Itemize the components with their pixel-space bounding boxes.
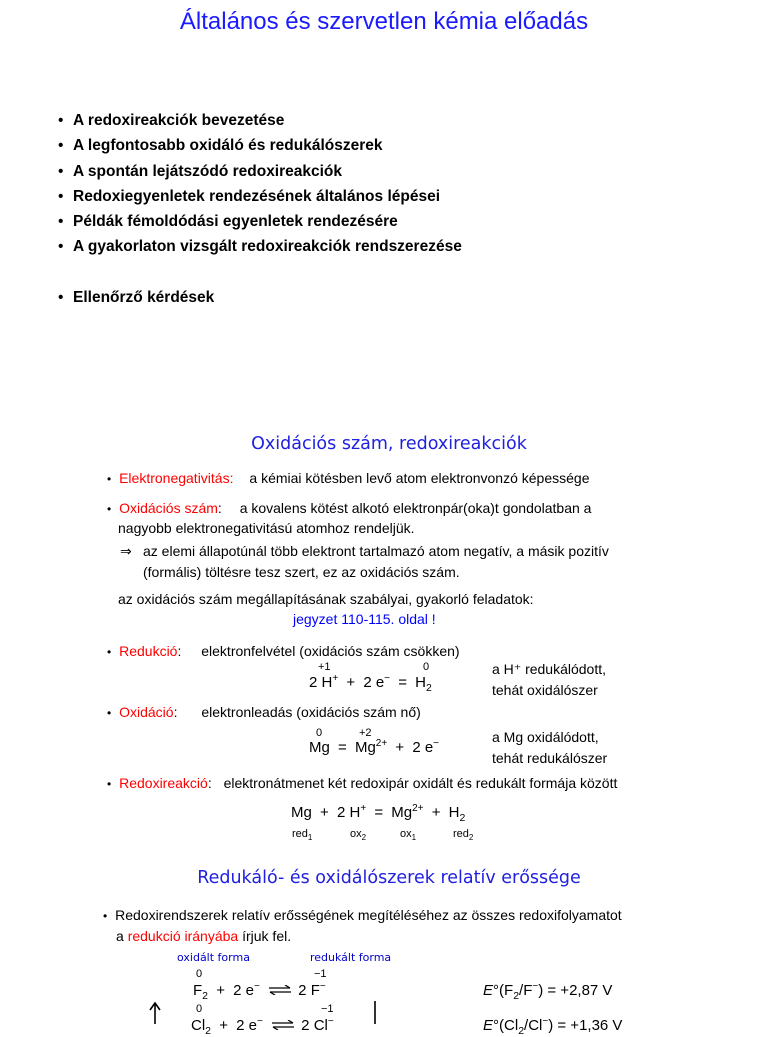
oxidation-term: Oxidáció [119, 704, 174, 720]
slide2-title: Oxidációs szám, redoxireakciók [251, 434, 527, 454]
value: ) = +2,87 V [538, 982, 613, 999]
redox-pair-label [350, 828, 366, 842]
equals: = [398, 674, 407, 691]
subscript: 2 [513, 990, 520, 1002]
topic-item: • A gyakorlaton vizsgált redoxireakciók rendszerezése [58, 234, 462, 259]
degree: ° [493, 1017, 500, 1034]
text-b: írjuk fel. [242, 928, 292, 944]
oxidation-state-f2: 0 [196, 968, 203, 980]
slide3-title: Redukáló- és oxidálószerek relatív erőssége [197, 868, 581, 888]
oxidation-number-row [107, 500, 591, 516]
topic-item: • Példák fémoldódási egyenletek rendezésére [58, 209, 462, 234]
vertical-line [373, 1001, 377, 1029]
oxidation-number-definition-1: a kovalens kötést alkotó elektronpár(oka)t gondolatban a [239, 500, 592, 516]
reduction-equation [309, 673, 432, 694]
bullet: • [107, 645, 112, 659]
oxidation-state-h: +1 [318, 661, 331, 673]
plus: + [346, 674, 356, 691]
colon: : [173, 704, 178, 720]
label-sub: 1 [307, 833, 313, 842]
reference-text: jegyzet 110-115. oldal ! [293, 611, 436, 627]
species-f: F [310, 982, 320, 999]
topic-item: • Ellenőrző kérdések [58, 285, 462, 310]
oxidation-state-cl2: 0 [196, 1003, 203, 1015]
plus: + [320, 804, 329, 821]
colon: : [207, 775, 212, 791]
reduction-row [107, 643, 460, 659]
potential-symbol: E [483, 982, 494, 999]
topic-item: • Redoxiegyenletek rendezésének általános lépései [58, 184, 462, 209]
charge: − [433, 738, 440, 749]
label-base: red [292, 828, 308, 840]
charge: 2+ [412, 803, 424, 814]
coefficient: 2 [301, 1017, 310, 1034]
topic-item: • A spontán lejátszódó redoxireakciók [58, 159, 462, 184]
charge: − [256, 1016, 263, 1027]
label-sub: 2 [361, 833, 367, 842]
oxidation-number-definition-2: nagyobb elektronegativitású atomhoz rendeljük. [118, 520, 415, 536]
plus: + [219, 1017, 228, 1034]
species-mg: Mg [309, 739, 330, 756]
value: ) = +1,36 V [548, 1017, 623, 1034]
degree: ° [493, 982, 500, 999]
charge: − [542, 1016, 549, 1027]
oxidation-row [107, 704, 421, 720]
electronegativity-definition: a kémiai kötésben levő atom elektronvonzó képessége [249, 470, 590, 486]
part: (Cl [499, 1017, 519, 1034]
oxidation-state-mg2: +2 [359, 727, 372, 739]
redox-equation [291, 803, 465, 824]
charge: − [327, 1016, 334, 1027]
redox-pair-label [400, 828, 416, 842]
bullet: • [103, 909, 108, 923]
equals: = [374, 804, 384, 821]
electrons: 2 e [233, 982, 254, 999]
chlorine-potential [483, 1016, 622, 1037]
redox-pair-label [292, 828, 312, 842]
colon: : [217, 500, 222, 516]
part: /Cl [524, 1017, 543, 1034]
oxidation-note-2: tehát redukálószer [492, 750, 608, 766]
reduction-note-1: a H⁺ redukálódott, [492, 661, 607, 677]
slide3-text-row [103, 907, 622, 923]
species-mg-ion: Mg [354, 739, 376, 756]
species-cl: Cl [313, 1017, 328, 1034]
electrons: 2 e [412, 739, 434, 756]
subscript: 2 [425, 682, 432, 694]
charge: + [332, 673, 339, 684]
subscript: 2 [459, 812, 466, 824]
oxidation-note-1: a Mg oxidálódott, [492, 729, 599, 745]
bullet: • [107, 706, 112, 720]
label-base: red [453, 828, 469, 840]
topic-item: • A redoxireakciók bevezetése [58, 108, 462, 133]
coefficient: 2 [336, 804, 346, 821]
charge: − [253, 981, 260, 992]
charge: − [532, 981, 539, 992]
fluorine-potential [483, 981, 612, 1002]
label-oxidized-form: oxidált forma [177, 951, 250, 964]
species-h2: H [448, 804, 460, 821]
oxidation-number-term: Oxidációs szám [119, 500, 218, 516]
colon: : [177, 643, 182, 659]
charge: + [360, 803, 367, 814]
potential-symbol: E [483, 1017, 494, 1034]
topic-list [58, 108, 462, 311]
charge: − [319, 981, 326, 992]
equals: = [338, 739, 347, 756]
redox-pair-label [453, 828, 473, 842]
label-sub: 2 [468, 833, 474, 842]
electronegativity-row [107, 470, 589, 486]
charge: − [384, 673, 391, 684]
coefficient: 2 [298, 982, 307, 999]
reduction-term: Redukció [119, 643, 178, 659]
implies-text-2: (formális) töltésre tesz szert, ez az oxidációs szám. [143, 564, 460, 580]
equilibrium-arrow-icon [268, 982, 294, 999]
slide3-text-2 [116, 928, 291, 944]
species-h: H [321, 674, 333, 691]
electrons: 2 e [236, 1017, 257, 1034]
electrons: 2 e [363, 674, 385, 691]
subscript: 2 [205, 1025, 212, 1037]
species-f2: F [193, 982, 203, 999]
redox-row [107, 775, 617, 791]
slide3-text-1: Redoxirendszerek relatív erősségének megítéléséhez az összes redoxifolyamatot [115, 907, 622, 923]
oxidation-equation [309, 738, 439, 756]
plus: + [216, 982, 225, 999]
label-reduced-form: redukált forma [310, 951, 392, 964]
plus: + [395, 739, 405, 756]
fluorine-equation [193, 981, 326, 1002]
label-sub: 1 [411, 833, 417, 842]
oxidation-state-h2: 0 [423, 661, 430, 673]
species-h2: H [415, 674, 426, 691]
reduction-note-2: tehát oxidálószer [492, 682, 598, 698]
species-mg-ion: Mg [391, 804, 413, 821]
oxidation-state-cl: −1 [321, 1003, 334, 1015]
page-title: Általános és szervetlen kémia előadás [179, 8, 589, 35]
part: /F [519, 982, 533, 999]
charge: 2+ [375, 738, 388, 749]
electronegativity-term: Elektronegativitás: [119, 470, 234, 486]
species-cl2: Cl [191, 1017, 206, 1034]
part: (F [499, 982, 514, 999]
bullet: • [107, 472, 112, 486]
species-mg: Mg [291, 804, 312, 821]
plus: + [431, 804, 441, 821]
redox-term: Redoxireakció [119, 775, 208, 791]
bullet: • [107, 777, 112, 791]
redox-definition: elektronátmenet két redoxipár oxidált és redukált formája között [223, 775, 618, 791]
rules-text: az oxidációs szám megállapításának szabályai, gyakorló feladatok: [118, 591, 534, 607]
equilibrium-arrow-icon [271, 1017, 297, 1034]
subscript: 2 [518, 1025, 525, 1037]
coefficient: 2 [309, 674, 318, 691]
subscript: 2 [202, 990, 209, 1002]
label-base: ox [400, 828, 412, 840]
oxidation-state-mg: 0 [316, 727, 323, 739]
label-base: ox [350, 828, 362, 840]
species-h: H [349, 804, 361, 821]
oxidation-definition: elektronleadás (oxidációs szám nő) [201, 704, 421, 720]
oxidation-state-f: −1 [314, 968, 327, 980]
topic-item: • A legfontosabb oxidáló és redukálószerek [58, 133, 462, 158]
implies-symbol: ⇒ [120, 543, 132, 559]
reduction-definition: elektronfelvétel (oxidációs szám csökken) [201, 643, 460, 659]
chlorine-equation [191, 1016, 334, 1037]
implies-text-1: az elemi állapotúnál több elektront tartalmazó atom negatív, a másik pozitív [143, 543, 609, 559]
bullet: • [107, 502, 112, 516]
text-a: a [116, 928, 124, 944]
reduction-direction-highlight: redukció irányába [127, 928, 239, 944]
up-arrow-icon [148, 1001, 162, 1029]
